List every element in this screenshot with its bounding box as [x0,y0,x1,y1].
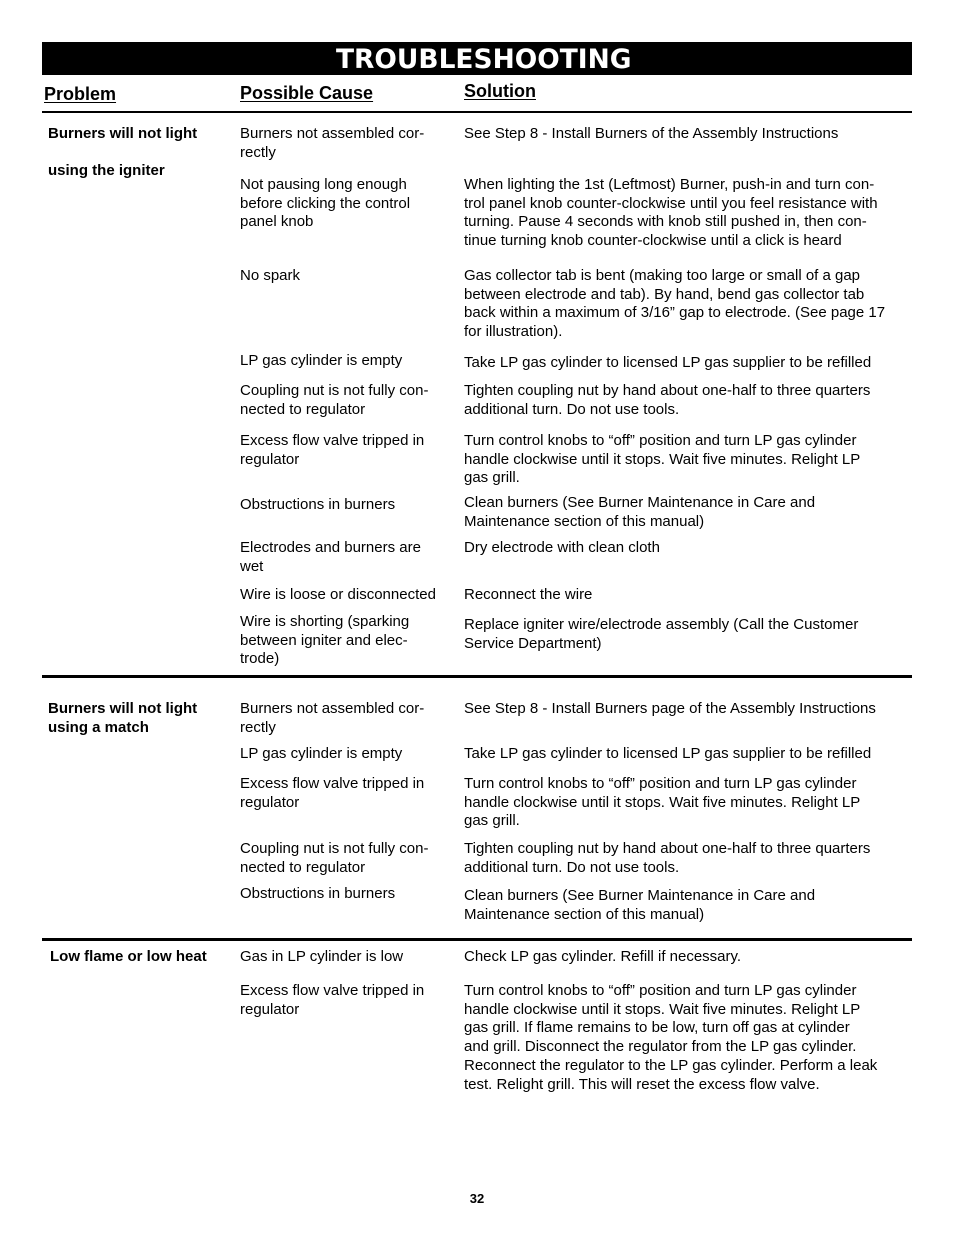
solution-text: See Step 8 - Install Burners of the Assembly Instructions [464,125,839,142]
solution-text: Turn control knobs to “off” position and turn LP gas cylinder [464,982,857,999]
cause-text: Wire is shorting (sparking [240,613,410,630]
cause-text: before clicking the control [240,194,411,212]
cause-text: Burners not assembled cor- [240,700,425,717]
solution-text: test. Relight grill. This will reset the excess flow valve. [464,1075,820,1093]
cause-text: Excess flow valve tripped in [240,775,425,792]
solution-text: Turn control knobs to “off” position and turn LP gas cylinder [464,432,857,449]
cause-text: nected to regulator [240,400,366,418]
solution-text: gas grill. [464,469,520,487]
solution-text: Replace igniter wire/electrode assembly (Call the Customer [464,616,859,633]
cause-text: wet [240,557,264,575]
cause-text: regulator [240,793,300,811]
solution-text: See Step 8 - Install Burners page of the Assembly Instructions [464,700,876,717]
solution-text: Tighten coupling nut by hand about one-half to three quarters [464,840,871,857]
solution-text: Take LP gas cylinder to licensed LP gas supplier to be refilled [464,745,872,762]
cause-text: regulator [240,1000,300,1018]
section-divider [42,938,912,941]
header-problem: Problem [44,84,117,104]
solution-text: between electrode and tab). By hand, bend gas collector tab [464,285,865,303]
solution-text: and grill. Disconnect the regulator from the LP gas cylinder. [464,1038,857,1056]
solution-text: tinue turning knob counter-clockwise until a click is heard [464,232,842,250]
cause-text: Obstructions in burners [240,885,396,902]
solution-text: Reconnect the regulator to the LP gas cylinder. Perform a leak [464,1056,878,1074]
cause-text: trode) [240,650,280,668]
solution-text: Dry electrode with clean cloth [464,539,660,556]
title-banner [42,42,912,75]
solution-text: additional turn. Do not use tools. [464,400,680,418]
solution-text: handle clockwise until it stops. Wait five minutes. Relight LP [464,1000,861,1018]
solution-text: turning. Pause 4 seconds with knob still pushed in, then con- [464,213,867,231]
solution-text: back within a maximum of 3/16” gap to electrode. (See page 17 [464,304,886,322]
solution-text: Tighten coupling nut by hand about one-half to three quarters [464,382,871,399]
solution-text: gas grill. If flame remains to be low, turn off gas at cylinder [464,1019,850,1037]
solution-text: Clean burners (See Burner Maintenance in Care and [464,887,816,904]
cause-text: panel knob [240,213,314,231]
problem-label: using a match [48,719,149,736]
solution-text: additional turn. Do not use tools. [464,858,680,876]
solution-text: handle clockwise until it stops. Wait five minutes. Relight LP [464,450,861,468]
section-divider [42,675,912,678]
cause-text: Not pausing long enough [240,176,407,193]
cause-text: Coupling nut is not fully con- [240,840,429,857]
problem-label: Burners will not light [48,125,198,142]
solution-text: Check LP gas cylinder. Refill if necessary. [464,948,742,965]
solution-text: Turn control knobs to “off” position and turn LP gas cylinder [464,775,857,792]
cause-text: rectly [240,143,276,161]
cause-text: nected to regulator [240,858,366,876]
problem-label: Burners will not light [48,700,198,717]
cause-text: Excess flow valve tripped in [240,432,425,449]
solution-text: Clean burners (See Burner Maintenance in Care and [464,494,816,511]
header-rule [42,111,912,113]
solution-text: Maintenance section of this manual) [464,512,705,530]
cause-text: Gas in LP cylinder is low [240,948,404,965]
cause-text: regulator [240,450,300,468]
cause-text: Wire is loose or disconnected [240,586,436,603]
solution-text: handle clockwise until it stops. Wait five minutes. Relight LP [464,793,861,811]
solution-text: Maintenance section of this manual) [464,905,705,923]
header-solution: Solution [464,81,536,101]
cause-text: LP gas cylinder is empty [240,352,403,369]
solution-text: Service Department) [464,634,602,652]
cause-text: Obstructions in burners [240,496,396,513]
cause-text: Coupling nut is not fully con- [240,382,429,399]
problem-label: Low flame or low heat [50,948,207,965]
solution-text: trol panel knob counter-clockwise until you feel resistance with [464,194,878,212]
cause-text: Excess flow valve tripped in [240,982,425,999]
header-possible-cause: Possible Cause [240,83,374,103]
cause-text: Electrodes and burners are [240,539,421,556]
cause-text: LP gas cylinder is empty [240,745,403,762]
cause-text: rectly [240,718,276,736]
solution-text: for illustration). [464,323,563,341]
cause-text: No spark [240,267,301,284]
page-title: TROUBLESHOOTING [336,44,632,75]
solution-text: When lighting the 1st (Leftmost) Burner, push-in and turn con- [464,176,875,193]
solution-text: gas grill. [464,812,520,830]
solution-text: Reconnect the wire [464,586,593,603]
page-number: 32 [469,1191,485,1206]
solution-text: Gas collector tab is bent (making too large or small of a gap [464,267,861,284]
solution-text: Take LP gas cylinder to licensed LP gas supplier to be refilled [464,354,872,371]
cause-text: Burners not assembled cor- [240,125,425,142]
problem-label: using the igniter [48,162,165,179]
cause-text: between igniter and elec- [240,631,408,649]
